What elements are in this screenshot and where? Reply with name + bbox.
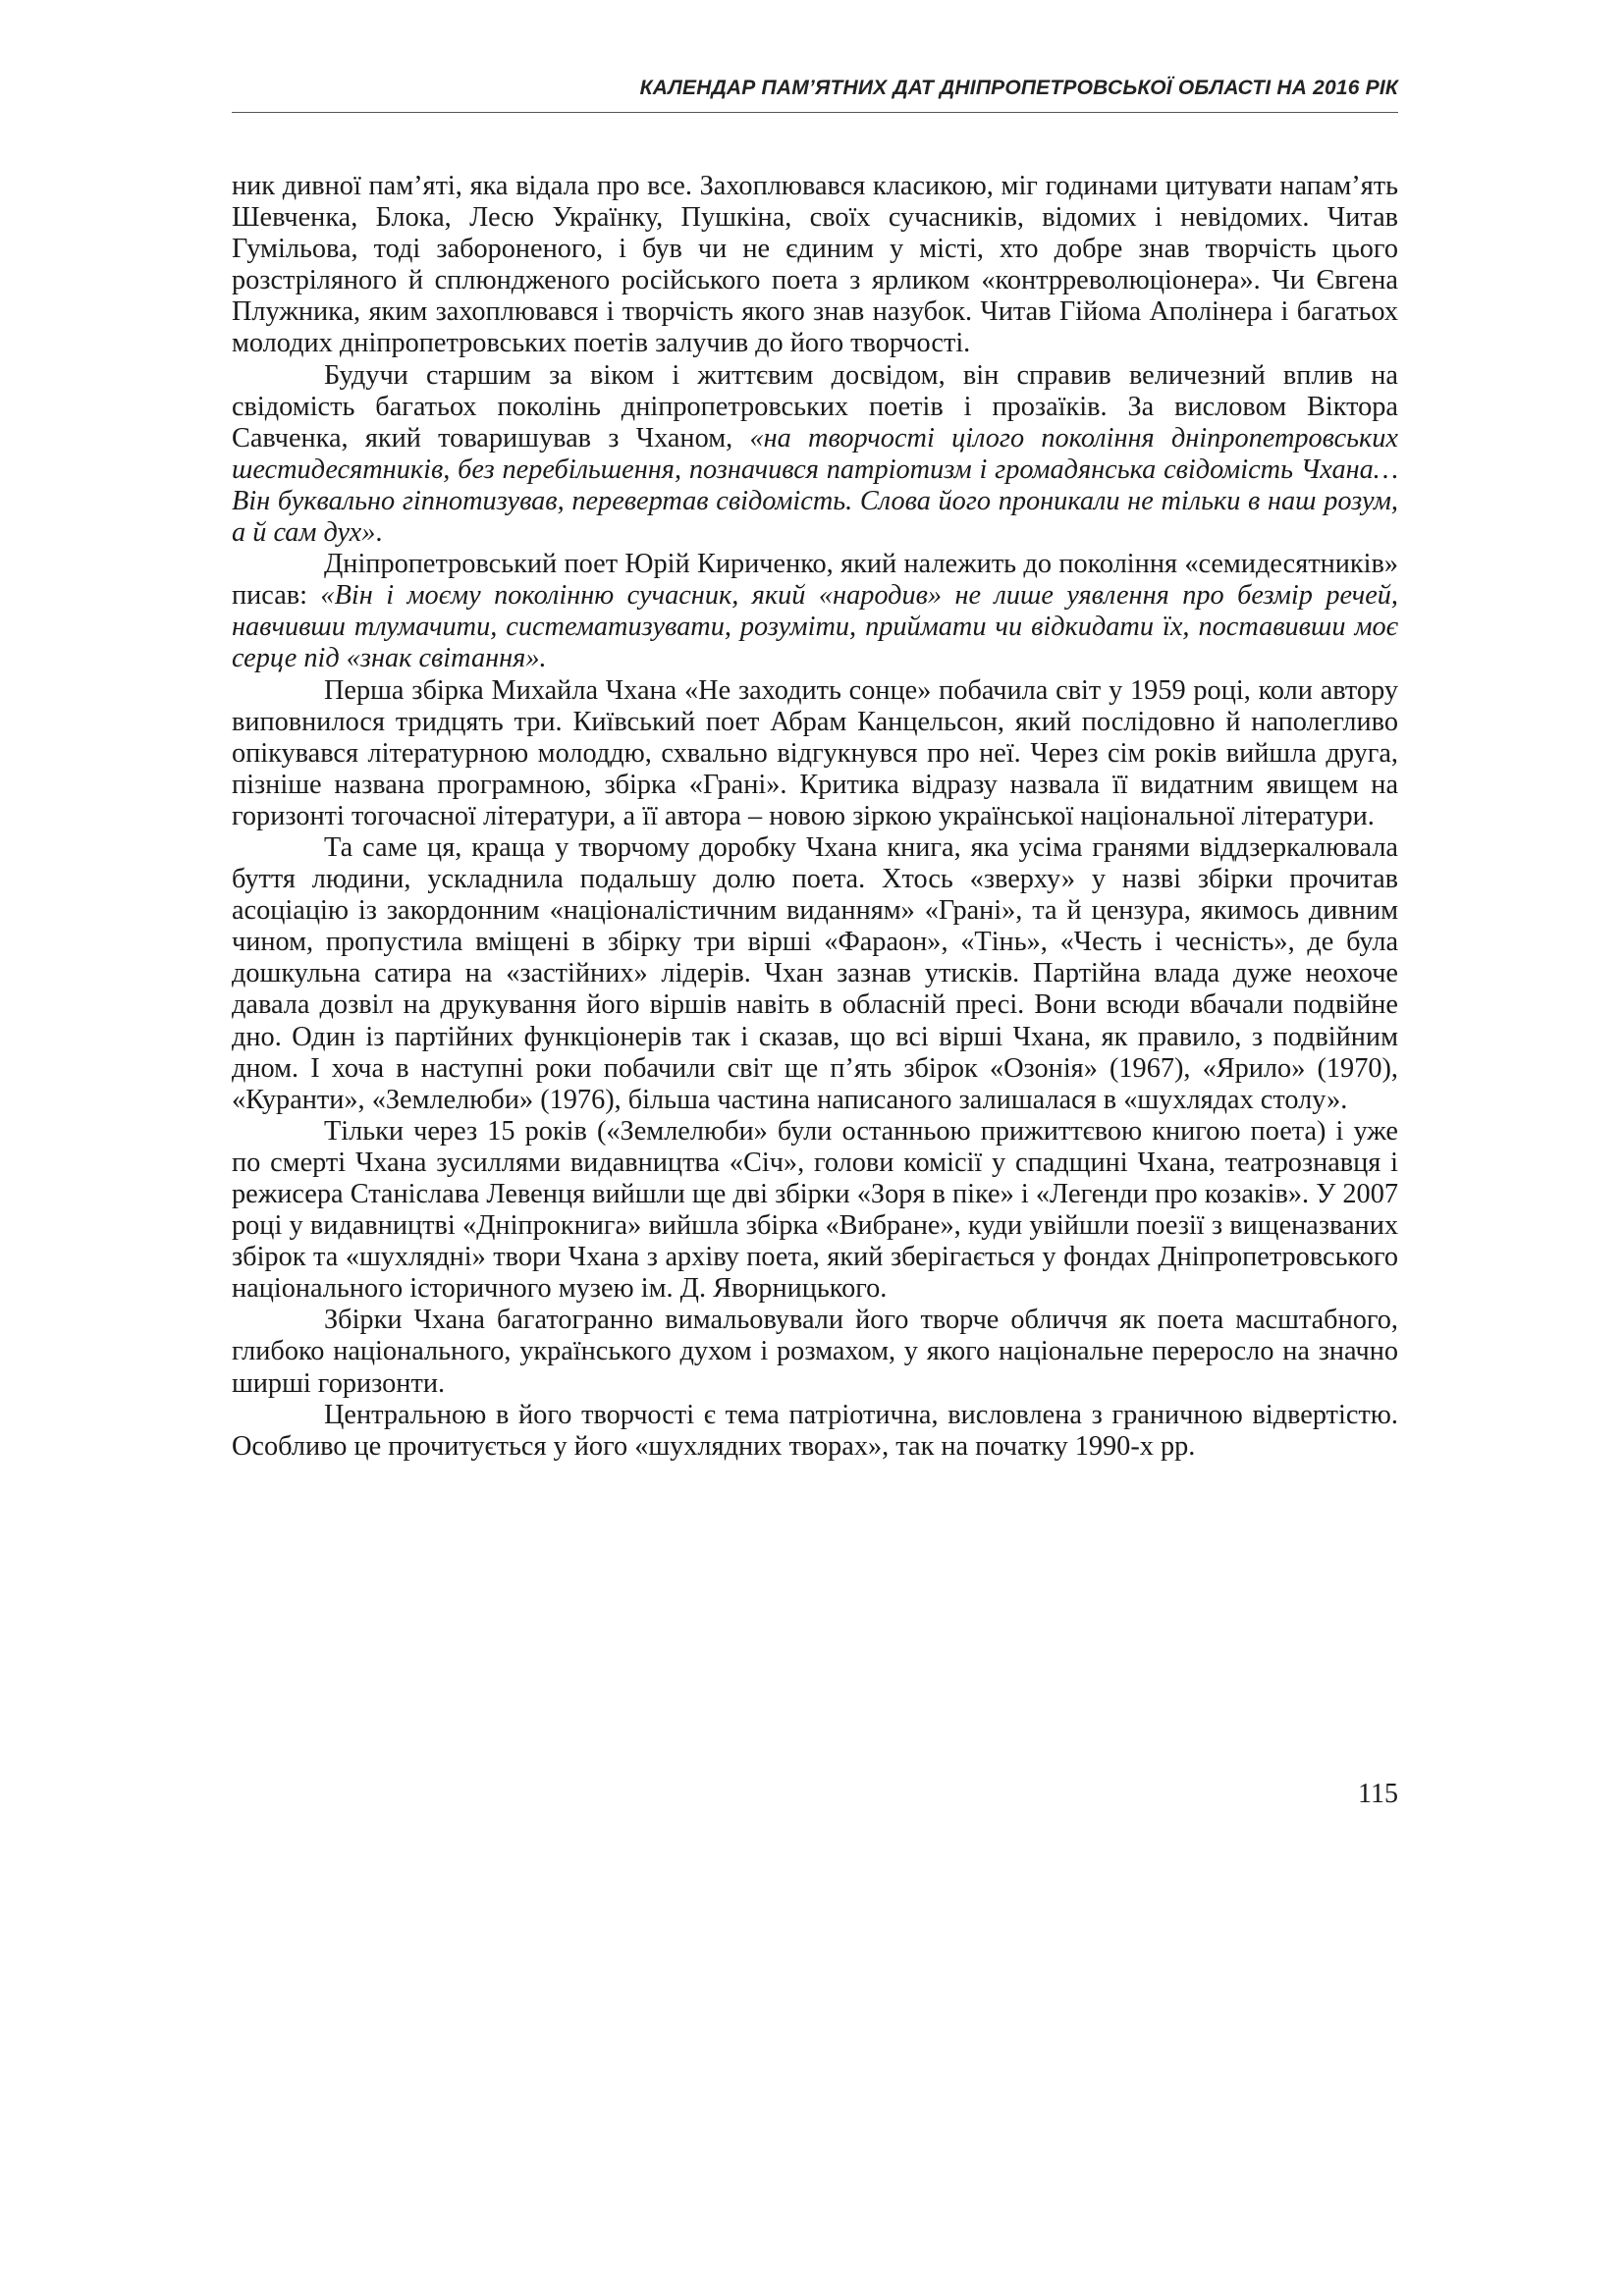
paragraph-text: Тільки через 15 років («Землелюби» були останньою прижиттєвою книгою поета) і уже по смерті Чхана зусиллями видавництва «Січ», голови комісії у спадщині Чхана, театрознавця і режисера Станіслава Левенця вийшли ще дві збірки «Зоря в піке» і «Легенди про козаків». У 2007 році у видавництві «Дніпрокнига» вийшла збірка «Вибране», куди увійшли поезії з вищеназваних збірок та «шухлядні» твори Чхана з архіву поета, який зберігається у фондах Дніпропетровського національного історичного музею ім. Д. Яворницького. xyxy=(232,1115,1398,1305)
paragraph-3 xyxy=(232,549,1398,674)
paragraph-8 xyxy=(232,1400,1398,1463)
paragraph-text: Та саме ця, краща у творчому доробку Чхана книга, яка усіма гранями віддзеркалювала буття людини, ускладнила подальшу долю поета. Хтось «зверху» у назві збірки прочитав асоціацію із закордонним «націоналістичним виданням» «Грані», та й цензура, якимось дивним чином, пропустила вміщені в збірку три вірші «Фараон», «Тінь», «Честь і чесність», де була дошкульна сатира на «застійних» лідерів. Чхан зазнав утисків. Партійна влада дуже неохоче давала дозвіл на друкування його віршів навіть в обласній пресі. Вони всюди вбачали подвійне дно. Один із партійних функціонерів так і сказав, що всі вірші Чхана, як правило, з подвійним дном. І хоча в наступні роки побачили світ ще п’ять збірок «Озонія» (1967), «Ярило» (1970), «Куранти», «Землелюби» (1976), більша частина написаного залишалася в «шухлядах столу». xyxy=(232,831,1398,1115)
header-divider xyxy=(232,112,1398,113)
paragraph-text: Перша збірка Михайла Чхана «Не заходить сонце» побачила світ у 1959 році, коли автору виповнилося тридцять три. Київський поет Абрам Канцельсон, який послідовно й наполегливо опікувався літературною молоддю, схвально відгукнувся про неї. Через сім років вийшла друга, пізніше названа програмною, збірка «Грані». Критика відразу назвала її видатним явищем на горизонті тогочасної літератури, а її автора – новою зіркою української національної літератури. xyxy=(232,674,1398,831)
paragraph-text: ник дивної пам’яті, яка відала про все. Захоплювався класикою, міг годинами цитувати напам’ять Шевченка, Блока, Лесю Українку, Пушкіна, своїх сучасників, відомих і невідомих. Читав Гумільова, тоді забороненого, і був чи не єдиним у місті, хто добре знав творчість цього розстріляного й сплюндженого російського поета з ярликом «контрреволюціонера». Чи Євгена Плужника, яким захоплювався і творчість якого знав назубок. Читав Гійома Аполінера і багатьох молодих дніпропетровських поетів залучив до його творчості. xyxy=(232,171,1398,359)
paragraph-4 xyxy=(232,675,1398,832)
page-number: 115 xyxy=(1358,1779,1398,1809)
body-text xyxy=(232,171,1398,1463)
paragraph-5 xyxy=(232,832,1398,1116)
paragraph-tail: . xyxy=(375,517,383,549)
running-header: КАЛЕНДАР ПАМ’ЯТНИХ ДАТ ДНІПРОПЕТРОВСЬКОЇ ОБЛАСТІ НА 2016 РІК xyxy=(639,77,1398,99)
paragraph-2 xyxy=(232,360,1398,550)
paragraph-text: Збірки Чхана багатогранно вимальовували його творче обличчя як поета масштабного, глибоко національного, українського духом і розмахом, у якого національне переросло на значно ширші горизонти. xyxy=(232,1305,1398,1399)
italic-quote: «на творчості цілого покоління дніпропетровських шестидесятників, без перебільшення, позначився патріотизм і громадянська свідомість Чхана… Він буквально гіпнотизував, перевертав свідомість. Слова його проникали не тільки в наш розум, а й сам дух» xyxy=(232,422,1398,549)
paragraph-6 xyxy=(232,1116,1398,1306)
italic-quote: «Він і моєму поколінню сучасник, який «народив» не лише уявлення про безмір речей, навчивши тлумачити, систематизувати, розуміти, приймати чи відкидати їх, поставивши моє серце під «знак світання». xyxy=(232,580,1398,674)
paragraph-7 xyxy=(232,1305,1398,1399)
paragraph-text: Центральною в його творчості є тема патріотична, висловлена з граничною відвертістю. Особливо це прочитується у його «шухлядних творах», так на початку 1990-х рр. xyxy=(232,1399,1398,1462)
paragraph-text: Дніпропетровський поет Юрій Кириченко, який належить до покоління «семидесятників» писав: xyxy=(232,549,1398,612)
paragraph-text: Будучи старшим за віком і життєвим досвідом, він справив величезний вплив на свідомість багатьох поколінь дніпропетровських поетів і прозаїків. За висловом Віктора Савченка, який товаришував з Чханом, xyxy=(232,359,1398,454)
paragraph-1 xyxy=(232,171,1398,360)
